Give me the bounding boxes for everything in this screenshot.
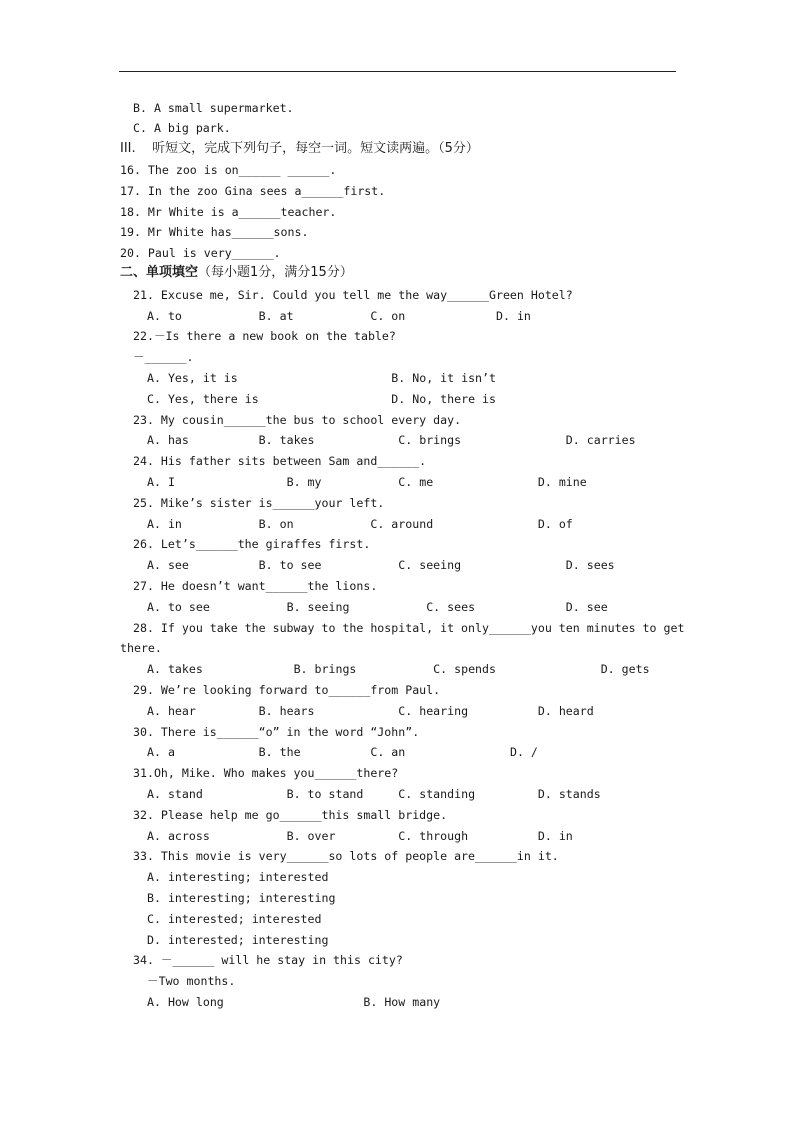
text-line: 22.－Is there a new book on the table?	[133, 329, 396, 343]
text-line: A. across B. over C. through D. in	[147, 829, 573, 843]
text-line: 32. Please help me go______this small bridge.	[133, 808, 448, 822]
text-line: 25. Mike’s sister is______your left.	[133, 496, 385, 510]
text-line: C. Yes, there is D. No, there is	[147, 392, 497, 406]
text-line: A. in B. on C. around D. of	[147, 517, 573, 531]
text-line: B. A small supermarket.	[133, 101, 294, 115]
text-line: A. interesting; interested	[147, 870, 329, 884]
text-line: 18. Mr White is a______teacher.	[120, 205, 337, 219]
text-line: A. to B. at C. on D. in	[147, 309, 531, 323]
text-line: 23. My cousin______the bus to school every day.	[133, 413, 462, 427]
text-line: A. takes B. brings C. spends D. gets	[147, 662, 650, 676]
text-line: 20. Paul is very______.	[120, 246, 281, 260]
text-line: A. stand B. to stand C. standing D. stands	[147, 787, 601, 801]
text-line: A. has B. takes C. brings D. carries	[147, 433, 636, 447]
text-line: III. 听短文，完成下列句子，每空一词。短文读两遍。（5分）	[120, 141, 479, 156]
text-line: A. hear B. hears C. hearing D. heard	[147, 704, 594, 718]
text-line: there.	[120, 641, 162, 655]
text-line: 19. Mr White has______sons.	[120, 225, 309, 239]
text-line: 24. His father sits between Sam and______.	[133, 454, 427, 468]
text-line: 28. If you take the subway to the hospital, it only______you ten minutes to get	[133, 621, 685, 635]
text-line: A. see B. to see C. seeing D. sees	[147, 558, 615, 572]
text-line: D. interested; interesting	[147, 933, 329, 947]
text-line: A. a B. the C. an D. /	[147, 745, 538, 759]
section-note: （每小题1分，满分15分）	[198, 265, 353, 280]
text-line: 34. －______ will he stay in this city?	[133, 953, 403, 967]
text-line: 21. Excuse me, Sir. Could you tell me the way______Green Hotel?	[133, 288, 573, 302]
text-line: 31.Oh, Mike. Who makes you______there?	[133, 766, 399, 780]
text-line: 30. There is______“o” in the word “John”.	[133, 725, 420, 739]
text-line: －______.	[133, 350, 194, 364]
text-line: A. I B. my C. me D. mine	[147, 475, 587, 489]
text-line: 27. He doesn’t want______the lions.	[133, 579, 378, 593]
header-rule	[119, 71, 676, 72]
text-line: 33. This movie is very______so lots of people are______in it.	[133, 849, 559, 863]
text-line: C. A big park.	[133, 121, 231, 135]
text-line: A. How long B. How many	[147, 995, 441, 1009]
text-line: 29. We’re looking forward to______from Paul.	[133, 683, 441, 697]
text-line: A. Yes, it is B. No, it isn’t	[147, 371, 497, 385]
section-heading: 二、单项填空	[120, 265, 199, 280]
text-line: －Two months.	[147, 974, 236, 988]
text-line: A. to see B. seeing C. sees D. see	[147, 600, 608, 614]
text-line: 17. In the zoo Gina sees a______first.	[120, 184, 386, 198]
text-line: C. interested; interested	[147, 912, 322, 926]
text-line	[120, 266, 353, 280]
text-line: 16. The zoo is on______ ______.	[120, 163, 337, 177]
text-line: B. interesting; interesting	[147, 891, 336, 905]
text-line: 26. Let’s______the giraffes first.	[133, 537, 371, 551]
